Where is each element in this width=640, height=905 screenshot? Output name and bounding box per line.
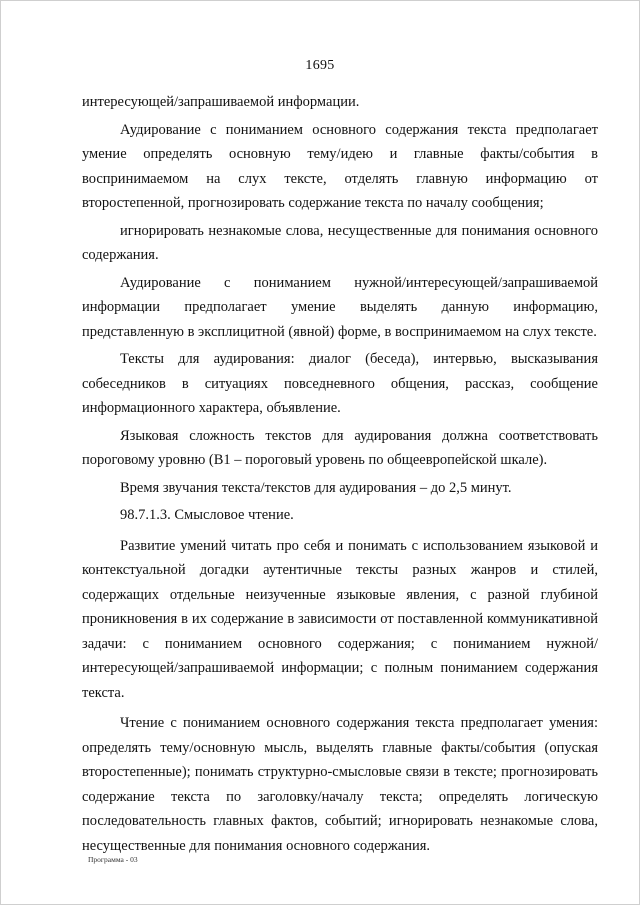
paragraph-reading-main-content: Чтение с пониманием основного содержания текста предполагает умения: определять тему/основную мысль, выделять главные факты/события (опуская второстепенные); понимать структурно-смысловые связи в тексте; прогнозировать содержание текста по заголовку/началу текста; определять логическую последовательность главных фактов, событий; игнорировать незнакомые слова, несущественные для понимания основного содержания. [82, 715, 598, 854]
paragraph-language-complexity: Языковая сложность текстов для аудирования должна соответствовать пороговому уровню (В1 – пороговый уровень по общеевропейской шкале). [82, 427, 598, 468]
paragraph-listening-main-content: Аудирование с пониманием основного содержания текста предполагает умение определять основную тему/идею и главные факты/события в воспринимаемом на слух тексте, отделять главную информацию от второстепенной, прогнозировать содержание текста по началу сообщения; [82, 121, 598, 211]
paragraph-ignore-unknown-words: игнорировать незнакомые слова, несущественные для понимания основного содержания. [82, 222, 598, 263]
paragraph-reading-skills: Развитие умений читать про себя и понимать с использованием языковой и контекстуальной догадки аутентичные тексты разных жанров и стилей, содержащих отдельные неизученные языковые явления, с разной глубиной проникновения в их содержание в зависимости от поставленной коммуникативной задачи: с пониманием основного содержания; с пониманием нужной/интересующей/запрашиваемой информации; с полным пониманием содержания текста. [82, 537, 598, 701]
paragraph-listening-duration: Время звучания текста/текстов для аудирования – до 2,5 минут. [120, 479, 512, 496]
page-number: 1695 [305, 58, 335, 73]
paragraph-continuation: интересующей/запрашиваемой информации. [82, 94, 360, 110]
document-body [82, 90, 598, 861]
section-heading-semantic-reading: 98.7.1.3. Смысловое чтение. [120, 507, 294, 523]
paragraph-listening-texts: Тексты для аудирования: диалог (беседа), интервью, высказывания собеседников в ситуациях повседневного общения, рассказ, сообщение информационного характера, объявление. [82, 351, 598, 416]
footer-note: Программа - 03 [88, 855, 138, 864]
paragraph-listening-specific-info: Аудирование с пониманием нужной/интересующей/запрашиваемой информации предполагает умение выделять данную информацию, представленную в эксплицитной (явной) форме, в воспринимаемом на слух тексте. [82, 274, 598, 340]
